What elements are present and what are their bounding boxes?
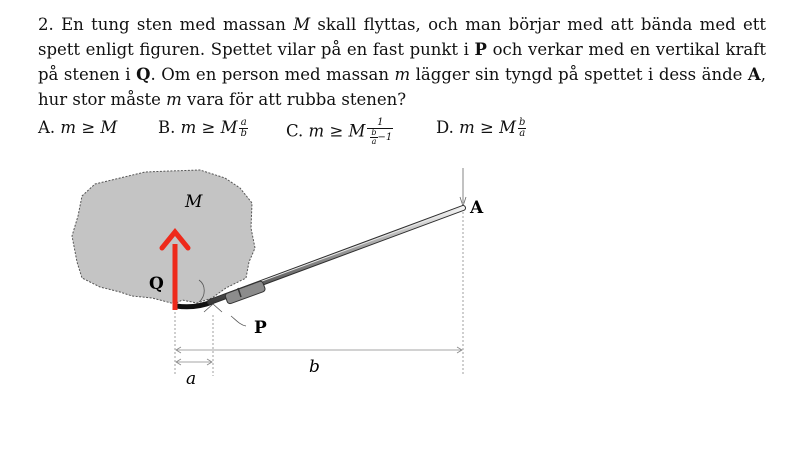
problem-text-4: . Om en person med massan [150,65,395,84]
choice-c-numerator: 1 [367,118,393,129]
problem-text-6: , hur stor måste [38,65,766,109]
problem-text-3: och verkar med en vertikal kraft på stenen i [38,40,766,84]
mass-symbol-m: m [394,65,411,84]
problem-text-2: skall flyttas, och man börjar med att bända med ett spett enligt figuren. Spettet vilar på en fast punkt i [38,15,766,59]
crowbar-shine [235,208,460,291]
mass-symbol-m-2: m [166,90,182,109]
distance-label-b: b [309,357,320,377]
point-label-Q: Q [149,274,164,294]
choice-c-inner-denominator: a [371,137,377,146]
choice-b-label: B. [158,118,176,137]
point-symbol-A: A [747,65,761,84]
choice-c-expr: m ≥ M [308,121,366,141]
point-label-P: P [254,318,267,338]
choice-c-minus-one: −1 [377,132,393,143]
problem-text-1: En tung sten med massan [61,15,294,34]
choice-c-label: C. [286,121,304,141]
choice-b-denominator: b [240,128,247,139]
choice-d-denominator: a [519,128,526,139]
choice-b-numerator: a [240,117,247,128]
problem-number: 2. [38,15,54,34]
point-symbol-Q: Q [136,65,151,84]
choice-d-label: D. [436,118,454,137]
choice-c-inner-numerator: b [371,128,377,137]
point-label-A: A [470,198,484,218]
choice-d-expr: m ≥ M [459,118,516,137]
problem-text-5: lägger sin tyngd på spettet i dess ände [410,65,748,84]
stone-label-M: M [185,192,203,212]
pivot-p-pointer [231,316,246,326]
choice-b-expr: m ≥ M [180,118,238,137]
point-symbol-P: P [474,40,487,59]
distance-label-a: a [186,369,197,389]
mass-symbol-M: M [293,15,311,34]
choice-a-label: A. [38,118,56,137]
problem-text-7: vara för att rubba stenen? [181,90,407,109]
choice-d-numerator: b [519,117,526,128]
choice-a-expr: m ≥ M [60,118,118,137]
